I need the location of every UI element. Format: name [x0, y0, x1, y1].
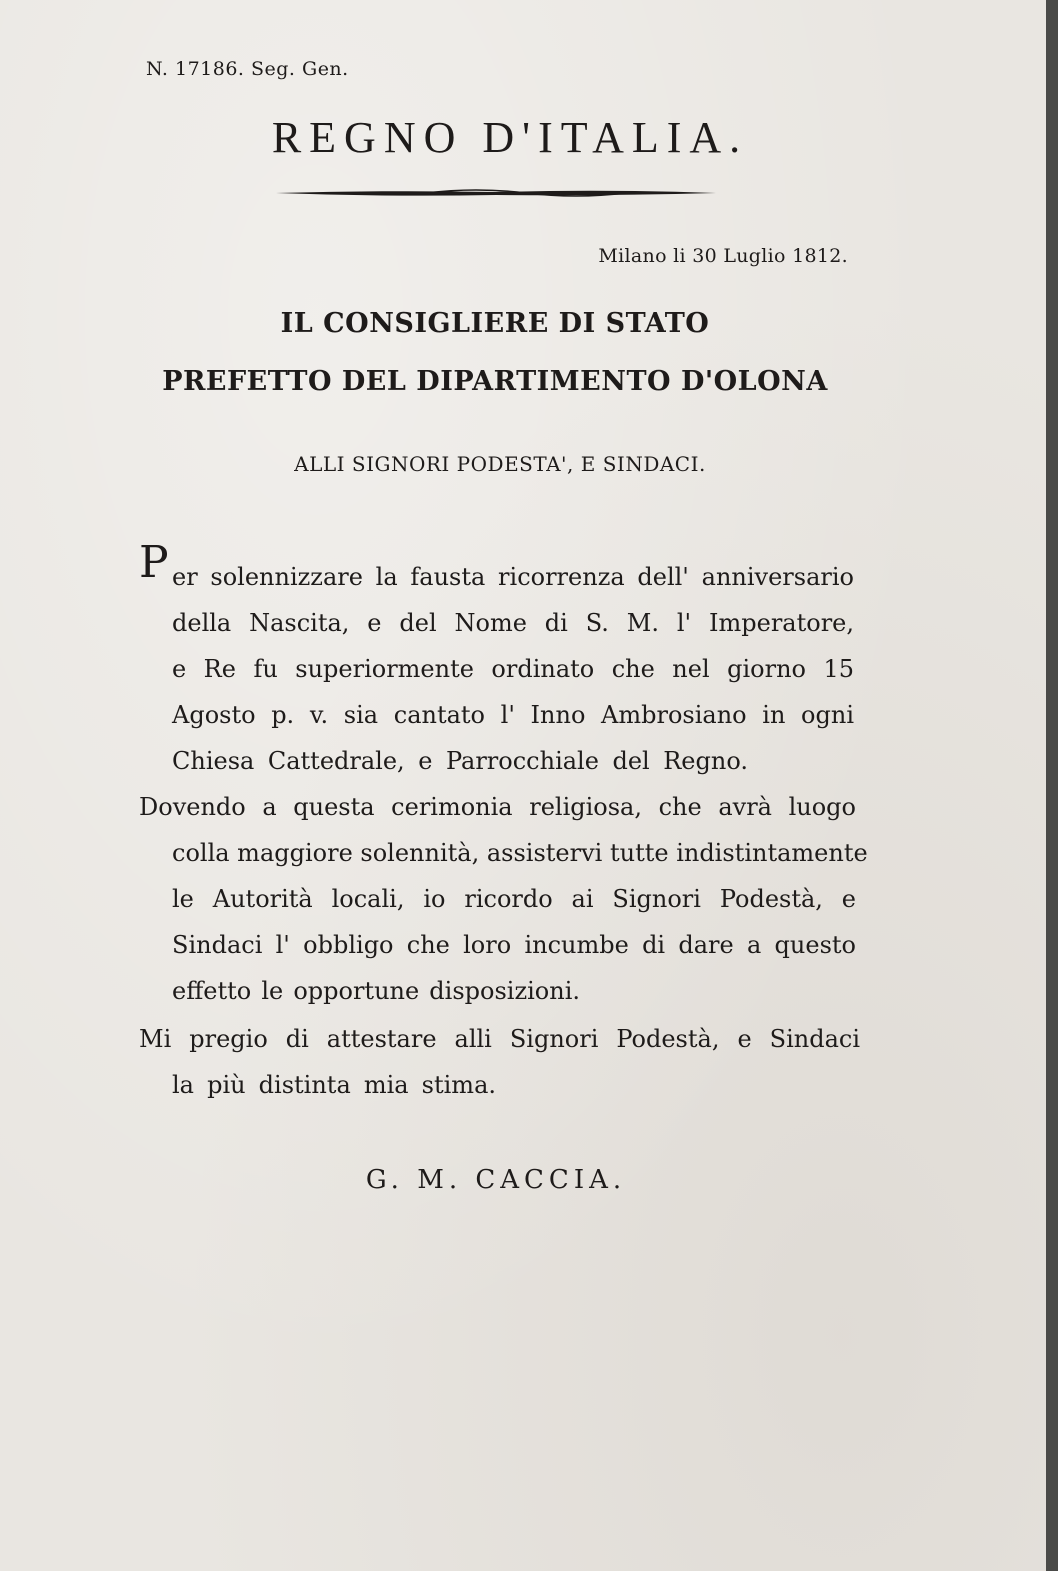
body-line: Sindaci l' obbligo che loro incumbe di dare a questo: [172, 931, 856, 959]
drop-capital: P: [139, 537, 169, 588]
addressee-line: ALLI SIGNORI PODESTA', E SINDACI.: [294, 452, 706, 476]
signature: G. M. CACCIA.: [365, 1165, 627, 1195]
issuer-heading-line1: IL CONSIGLIERE DI STATO: [280, 308, 710, 339]
body-line: della Nascita, e del Nome di S. M. l' Imperatore,: [172, 609, 854, 637]
body-line: Mi pregio di attestare alli Signori Podestà, e Sindaci: [139, 1025, 860, 1053]
dateline: Milano li 30 Luglio 1812.: [598, 245, 848, 267]
document-title: REGNO D'ITALIA.: [271, 113, 749, 162]
protocol-number: N. 17186. Seg. Gen.: [146, 58, 349, 80]
body-line: e Re fu superiormente ordinato che nel giorno 15: [172, 655, 854, 683]
body-line: effetto le opportune disposizioni.: [172, 977, 580, 1005]
body-line: Agosto p. v. sia cantato l' Inno Ambrosiano in ogni: [172, 701, 854, 729]
body-line: Chiesa Cattedrale, e Parrocchiale del Regno.: [172, 747, 748, 775]
body-line: le Autorità locali, io ricordo ai Signori Podestà, e: [172, 885, 856, 913]
body-line: la più distinta mia stima.: [172, 1071, 496, 1099]
body-line: Dovendo a questa cerimonia religiosa, che avrà luogo: [139, 793, 856, 821]
issuer-heading-line2: PREFETTO DEL DIPARTIMENTO D'OLONA: [162, 366, 828, 397]
body-line: colla maggiore solennità, assistervi tutte indistintamente: [172, 839, 868, 867]
page-edge: [1046, 0, 1052, 1571]
body-line: er solennizzare la fausta ricorrenza dell' anniversario: [172, 563, 854, 591]
ornamental-rule: [276, 185, 716, 201]
